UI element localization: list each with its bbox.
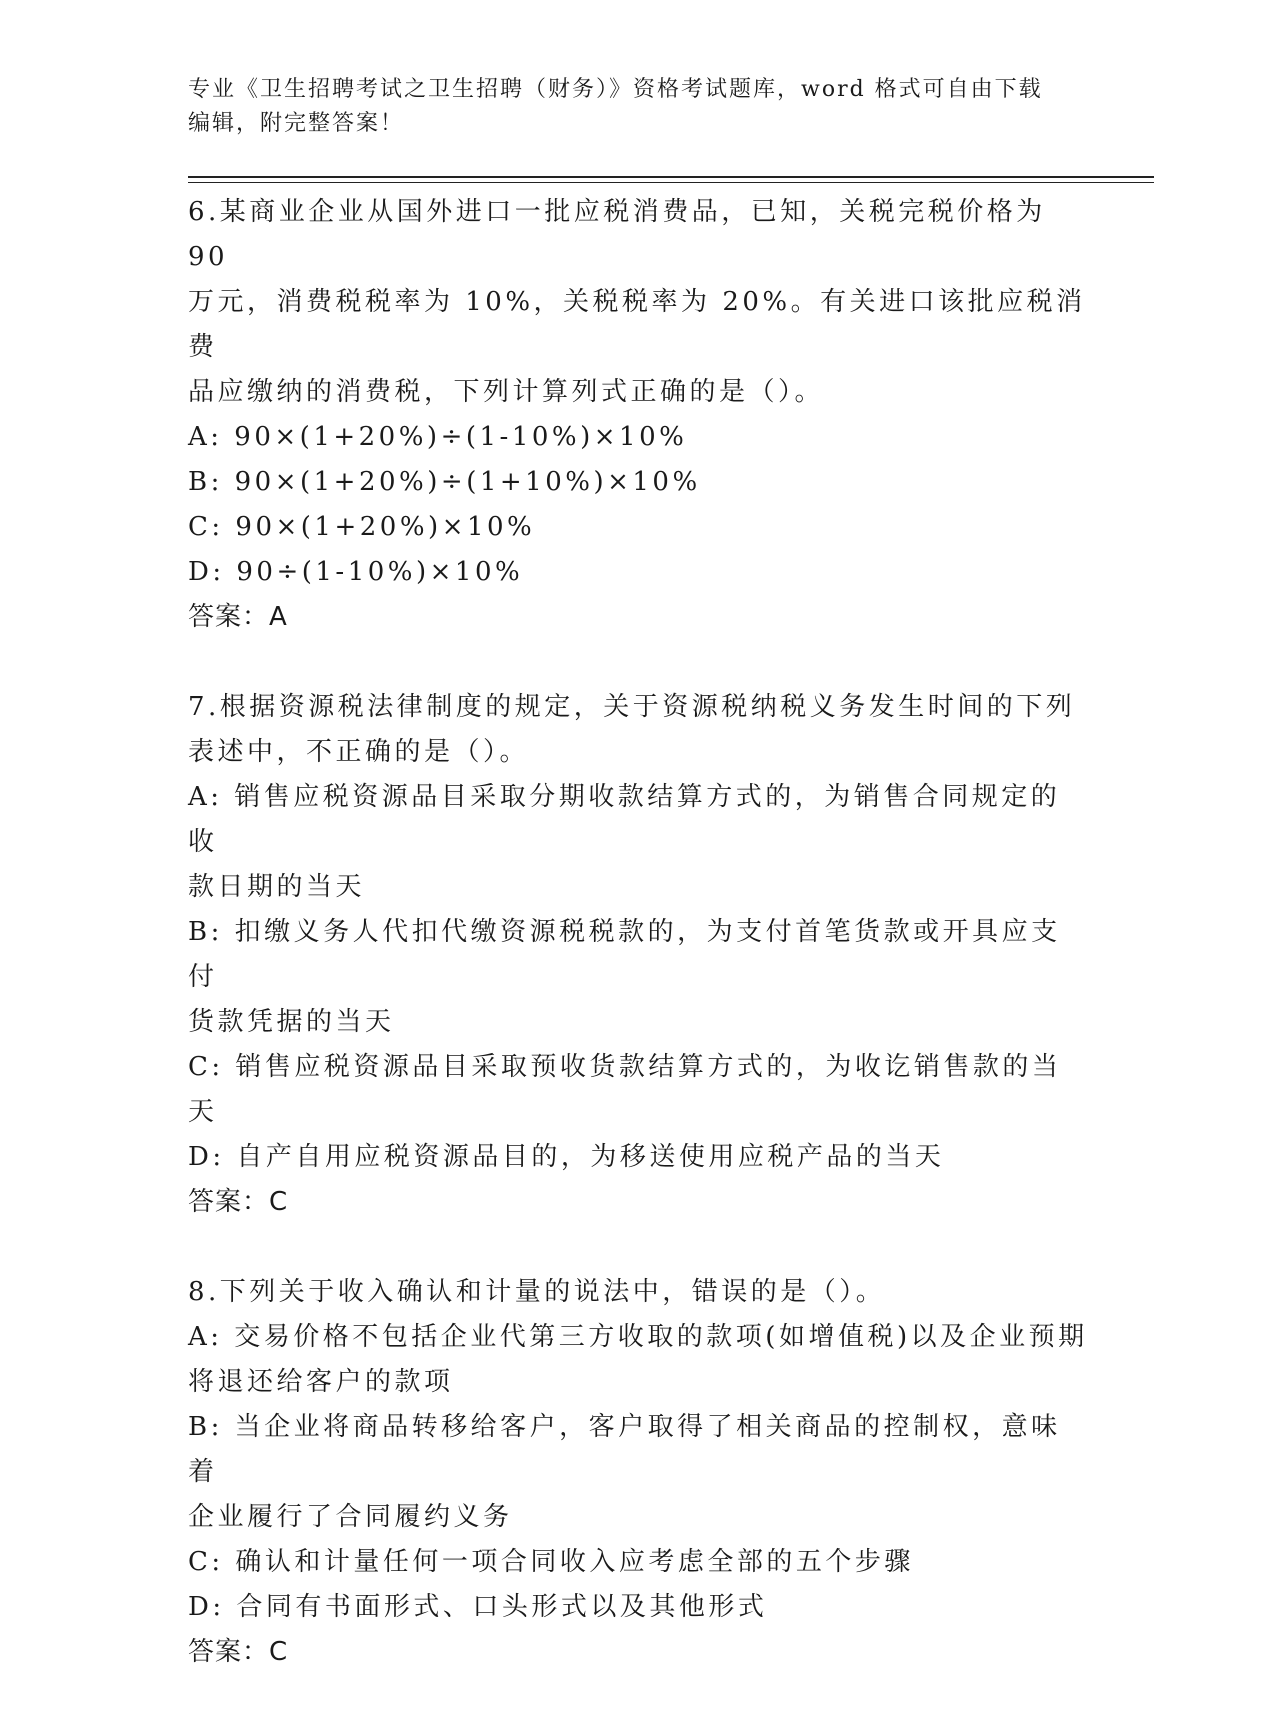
option-a: A: 交易价格不包括企业代第三方收取的款项(如增值税)以及企业预期 — [188, 1322, 1088, 1352]
option-a: A: 90×(1+20%)÷(1-10%)×10% — [188, 422, 688, 452]
question-stem-line: 8.下列关于收入确认和计量的说法中，错误的是（）。 — [188, 1277, 886, 1307]
option-b: B: 当企业将商品转移给客户，客户取得了相关商品的控制权，意味着 — [188, 1412, 1061, 1487]
document-header — [188, 73, 1068, 141]
header-line-2: 编辑，附完整答案！ — [188, 111, 405, 136]
header-line-1: 专业《卫生招聘考试之卫生招聘（财务）》资格考试题库，word 格式可自由下载 — [188, 77, 1043, 102]
question-stem-line: 7.根据资源税法律制度的规定，关于资源税纳税义务发生时间的下列 — [188, 692, 1076, 722]
option-d: D: 90÷(1-10%)×10% — [188, 557, 524, 587]
option-c: C: 确认和计量任何一项合同收入应考虑全部的五个步骤 — [188, 1547, 914, 1577]
option-b-continued: 货款凭据的当天 — [188, 1007, 395, 1037]
question-stem-line: 表述中，不正确的是（）。 — [188, 737, 530, 767]
question-item — [188, 685, 1088, 1225]
option-c: C: 销售应税资源品目采取预收货款结算方式的，为收讫销售款的当天 — [188, 1052, 1062, 1127]
answer-label: 答案：A — [188, 602, 288, 632]
question-item — [188, 1270, 1088, 1675]
option-c: C: 90×(1+20%)×10% — [188, 512, 536, 542]
question-stem-line: 6.某商业企业从国外进口一批应税消费品，已知，关税完税价格为 90 — [188, 197, 1046, 272]
question-stem-line: 品应缴纳的消费税，下列计算列式正确的是（）。 — [188, 377, 825, 407]
option-a-continued: 将退还给客户的款项 — [188, 1367, 454, 1397]
header-rule-thick — [188, 176, 1154, 178]
option-d: D: 自产自用应税资源品目的，为移送使用应税产品的当天 — [188, 1142, 945, 1172]
option-b: B: 90×(1+20%)÷(1+10%)×10% — [188, 467, 701, 497]
option-a: A: 销售应税资源品目采取分期收款结算方式的，为销售合同规定的收 — [188, 782, 1061, 857]
option-b: B: 扣缴义务人代扣代缴资源税税款的，为支付首笔货款或开具应支付 — [188, 917, 1061, 992]
option-b-continued: 企业履行了合同履约义务 — [188, 1502, 513, 1532]
option-d: D: 合同有书面形式、口头形式以及其他形式 — [188, 1592, 768, 1622]
header-rule-thin — [188, 182, 1154, 183]
question-item — [188, 190, 1088, 640]
option-a-continued: 款日期的当天 — [188, 872, 366, 902]
answer-label: 答案：C — [188, 1187, 289, 1217]
answer-label: 答案：C — [188, 1637, 289, 1667]
question-stem-line: 万元，消费税税率为 10%，关税税率为 20%。有关进口该批应税消费 — [188, 287, 1086, 362]
question-list — [188, 190, 1088, 1720]
